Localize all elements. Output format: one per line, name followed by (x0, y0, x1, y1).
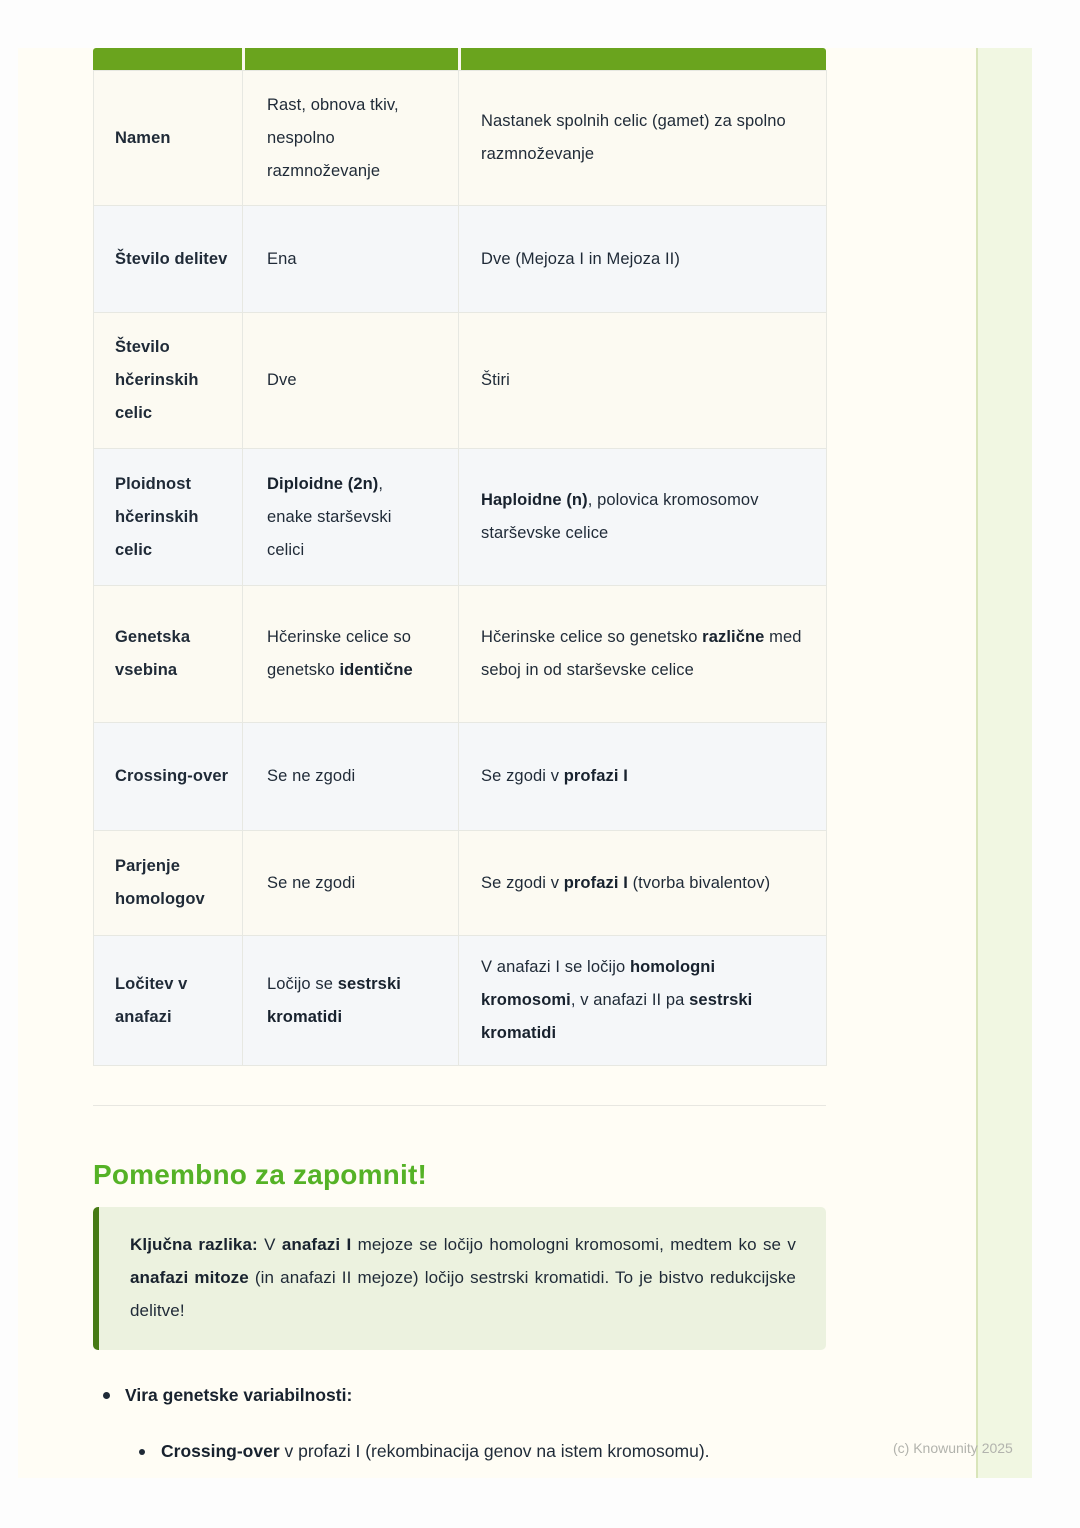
table-header-cell (93, 48, 242, 70)
row-label: Parjenje homologov (94, 831, 243, 936)
table-row (94, 723, 827, 831)
mitosis-cell: Se ne zgodi (243, 831, 459, 936)
bullet-item-variability-sources (103, 1384, 352, 1407)
mitosis-cell: Dve (243, 313, 459, 449)
mitosis-cell: Ločijo se sestrski kromatidi (243, 936, 459, 1066)
mitosis-cell: Rast, obnova tkiv, nespolno razmnoževanje (243, 71, 459, 206)
bullet-dot (139, 1449, 145, 1455)
row-label: Ploidnost hčerinskih celic (94, 449, 243, 586)
table-header-strip (93, 48, 826, 70)
comparison-table-body (94, 71, 827, 1066)
section-heading: Pomembno za zapomnit! (93, 1159, 427, 1191)
table-row (94, 449, 827, 586)
watermark: (c) Knowunity 2025 (893, 1440, 1013, 1456)
row-label: Namen (94, 71, 243, 206)
page-side-margin-strip (976, 48, 1032, 1478)
mitosis-cell: Ena (243, 206, 459, 313)
meiosis-cell: Hčerinske celice so genetsko različne med seboj in od starševske celice (459, 586, 827, 723)
mitosis-cell: Se ne zgodi (243, 723, 459, 831)
row-label: Število hčerinskih celic (94, 313, 243, 449)
mitosis-cell: Diploidne (2n), enake starševski celici (243, 449, 459, 586)
callout-text: Ključna razlika: V anafazi I mejoze se ločijo homologni kromosomi, medtem ko se v anafazi mitoze (in anafazi II mejoze) ločijo sestrski kromatidi. To je bistvo redukcijske delitve! (130, 1235, 797, 1320)
comparison-table (93, 70, 827, 1066)
key-difference-callout (93, 1207, 826, 1350)
meiosis-cell: Se zgodi v profazi I (tvorba bivalentov) (459, 831, 827, 936)
row-label: Ločitev v anafazi (94, 936, 243, 1066)
meiosis-cell: Haploidne (n), polovica kromosomov starševske celice (459, 449, 827, 586)
table-row (94, 831, 827, 936)
document-page (18, 48, 1032, 1478)
meiosis-cell: Dve (Mejoza I in Mejoza II) (459, 206, 827, 313)
mitosis-cell: Hčerinske celice so genetsko identične (243, 586, 459, 723)
bullet-text: Crossing-over v profazi I (rekombinacija genov na istem kromosomu). (161, 1441, 710, 1461)
table-header-cell (458, 48, 826, 70)
meiosis-cell: Štiri (459, 313, 827, 449)
table-row (94, 313, 827, 449)
section-divider (93, 1105, 826, 1106)
row-label: Crossing-over (94, 723, 243, 831)
bullet-dot (103, 1392, 110, 1399)
table-row (94, 206, 827, 313)
meiosis-cell: Nastanek spolnih celic (gamet) za spolno razmnoževanje (459, 71, 827, 206)
table-row (94, 936, 827, 1066)
table-row (94, 586, 827, 723)
meiosis-cell: V anafazi I se ločijo homologni kromosomi, v anafazi II pa sestrski kromatidi (459, 936, 827, 1066)
table-row (94, 71, 827, 206)
row-label: Število delitev (94, 206, 243, 313)
bullet-item-crossing-over (139, 1440, 710, 1463)
page-content (93, 48, 826, 1066)
meiosis-cell: Se zgodi v profazi I (459, 723, 827, 831)
bullet-text: Vira genetske variabilnosti: (125, 1385, 353, 1405)
table-header-cell (242, 48, 458, 70)
row-label: Genetska vsebina (94, 586, 243, 723)
